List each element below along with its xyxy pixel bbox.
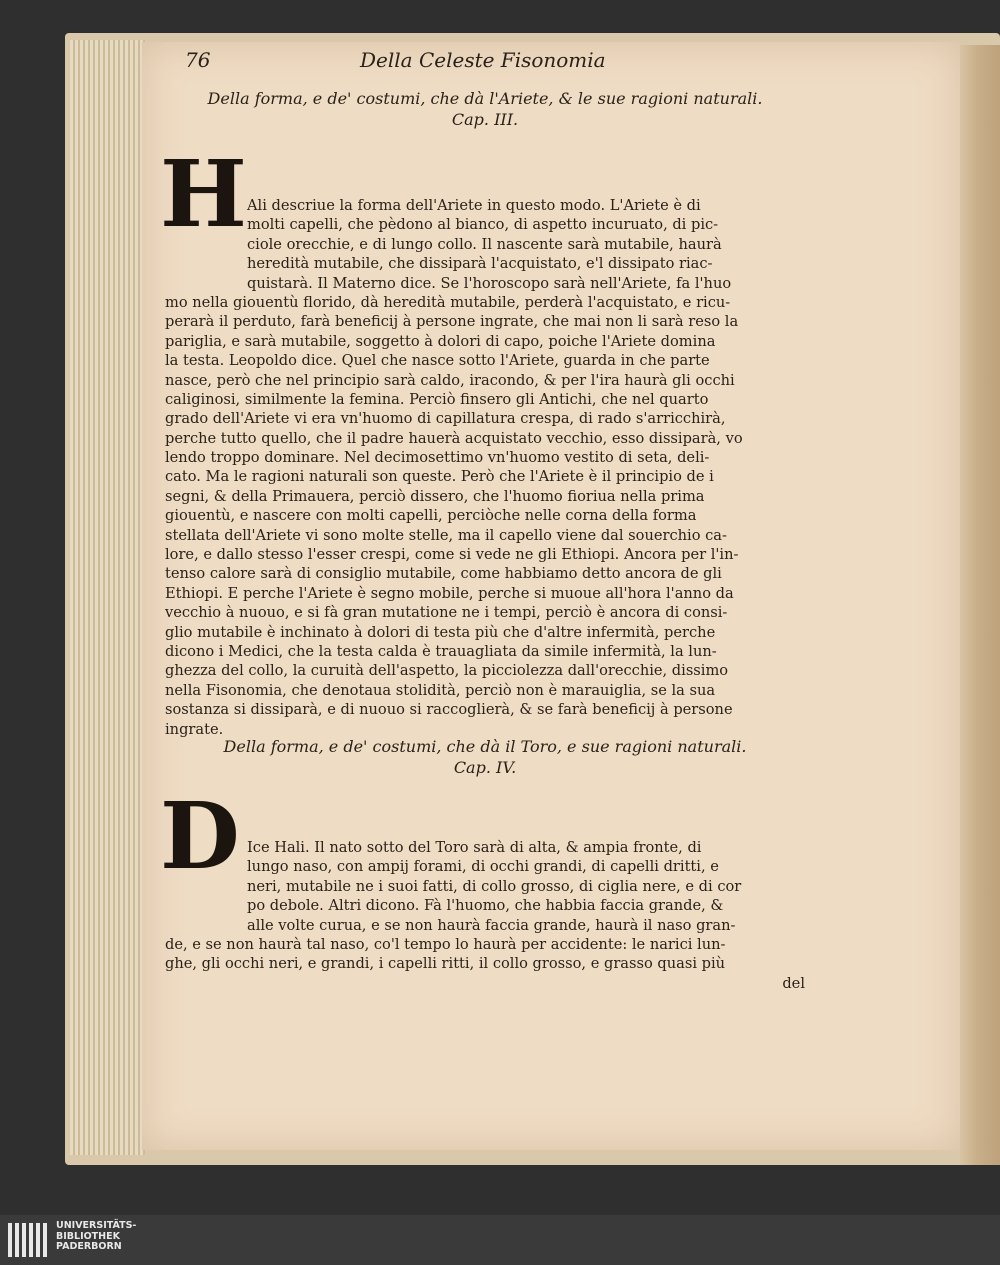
drop-cap-h: H xyxy=(160,140,247,248)
library-footer xyxy=(0,1215,1000,1265)
text-line: del xyxy=(782,974,805,992)
text-line: Ali descriue la forma dell'Ariete in questo modo. L'Ariete è di xyxy=(247,197,701,214)
text-line: heredità mutabile, che dissiparà l'acquistato, e'l dissipato riac- xyxy=(247,255,713,273)
library-name xyxy=(56,1221,136,1253)
text-line: glio mutabile è inchinato à dolori di testa più che d'altre infermità, perche xyxy=(165,623,716,641)
text-line: giouentù, e nascere con molti capelli, perciòche nelle corna della forma xyxy=(165,507,697,525)
text-line: Ice Hali. Il nato sotto del Toro sarà di alta, & ampia fronte, di xyxy=(247,839,702,856)
text-line: segni, & della Primauera, perciò dissero, che l'huomo fioriua nella prima xyxy=(165,487,705,505)
chapter-3-text xyxy=(165,196,805,739)
running-title: Della Celeste Fisonomia xyxy=(360,48,606,72)
text-line: dicono i Medici, che la testa calda è trauagliata da simile infermità, la lun- xyxy=(165,642,717,660)
text-line: perarà il perduto, farà beneficij à persone ingrate, che mai non li sarà reso la xyxy=(165,313,739,331)
text-line: ciole orecchie, e di lungo collo. Il nascente sarà mutabile, haurà xyxy=(247,235,722,253)
text-line: nasce, però che nel principio sarà caldo, iracondo, & per l'ira haurà gli occhi xyxy=(165,371,735,389)
text-line: perche tutto quello, che il padre hauerà acquistato vecchio, esso dissiparà, vo xyxy=(165,429,743,447)
library-name-line-3: PADERBORN xyxy=(56,1241,122,1252)
text-line: molti capelli, che pèdono al bianco, di aspetto incuruato, di pic- xyxy=(247,216,719,234)
chapter-4-title: Della forma, e de' costumi, che dà il Toro, e sue ragioni naturali. xyxy=(223,737,747,756)
text-line: pariglia, e sarà mutabile, soggetto à dolori di capo, poiche l'Ariete domina xyxy=(165,332,716,350)
text-line: stellata dell'Ariete vi sono molte stelle, ma il capello viene dal souerchio ca- xyxy=(165,526,727,544)
text-line: Ethiopi. E perche l'Ariete è segno mobile, perche si muoue all'hora l'anno da xyxy=(165,584,734,602)
text-line: grado dell'Ariete vi era vn'huomo di capillatura crespa, di rado s'arricchirà, xyxy=(165,410,726,428)
page-edges xyxy=(70,40,145,1155)
text-line: neri, mutabile ne i suoi fatti, di collo grosso, di ciglia nere, e di cor xyxy=(247,877,742,895)
library-logo-icon xyxy=(8,1223,50,1257)
drop-cap-d: D xyxy=(160,782,240,890)
text-line: mo nella giouentù florido, dà heredità mutabile, perderà l'acquistato, e ricu- xyxy=(165,293,731,311)
text-line: quistarà. Il Materno dice. Se l'horoscopo sarà nell'Ariete, fa l'huo xyxy=(247,274,732,292)
library-name-line-1: UNIVERSITÄTS- xyxy=(56,1220,137,1231)
library-name-line-2: BIBLIOTHEK xyxy=(56,1230,120,1242)
chapter-4-number: Cap. IV. xyxy=(453,758,517,777)
chapter-4-text xyxy=(165,838,805,993)
text-line: lore, e dallo stesso l'esser crespi, come si vede ne gli Ethiopi. Ancora per l'in- xyxy=(165,546,739,564)
text-line: vecchio à nuouo, e si fà gran mutatione ne i tempi, perciò è ancora di consi- xyxy=(165,604,728,622)
chapter-3-number: Cap. III. xyxy=(451,110,519,129)
text-line: ingrate. xyxy=(165,720,224,738)
text-line: sostanza si dissiparà, e di nuouo si raccoglierà, & se farà beneficij à persone xyxy=(165,701,733,719)
chapter-3-heading xyxy=(165,88,805,130)
text-line: cato. Ma le ragioni naturali son queste. Però che l'Ariete è il principio de i xyxy=(165,468,714,486)
text-line: ghe, gli occhi neri, e grandi, i capelli ritti, il collo grosso, e grasso quasi più xyxy=(165,955,726,973)
text-line: la testa. Leopoldo dice. Quel che nasce sotto l'Ariete, guarda in che parte xyxy=(165,352,710,370)
text-line: nella Fisonomia, che denotaua stolidità, perciò non è marauiglia, se la sua xyxy=(165,681,716,699)
text-line: de, e se non haurà tal naso, co'l tempo lo haurà per accidente: le narici lun- xyxy=(165,935,726,953)
text-line: alle volte curua, e se non haurà faccia grande, haurà il naso gran- xyxy=(247,916,736,934)
text-line: caliginosi, similmente la femina. Perciò finsero gli Antichi, che nel quarto xyxy=(165,390,709,408)
running-head xyxy=(185,48,745,78)
text-line: lendo troppo dominare. Nel decimosettimo vn'huomo vestito di seta, deli- xyxy=(165,449,710,467)
text-line: ghezza del collo, la curuità dell'aspetto, la picciolezza dall'orecchie, dissimo xyxy=(165,662,729,680)
text-line: tenso calore sarà di consiglio mutabile, come habbiamo detto ancora de gli xyxy=(165,565,722,583)
text-line: lungo naso, con ampij forami, di occhi grandi, di capelli dritti, e xyxy=(247,858,719,876)
text-line: po debole. Altri dicono. Fà l'huomo, che habbia faccia grande, & xyxy=(247,897,724,915)
chapter-4-heading xyxy=(165,736,805,778)
facing-page-fold xyxy=(960,45,1000,1165)
chapter-3-title: Della forma, e de' costumi, che dà l'Ariete, & le sue ragioni naturali. xyxy=(207,89,763,108)
page-number: 76 xyxy=(185,48,211,72)
